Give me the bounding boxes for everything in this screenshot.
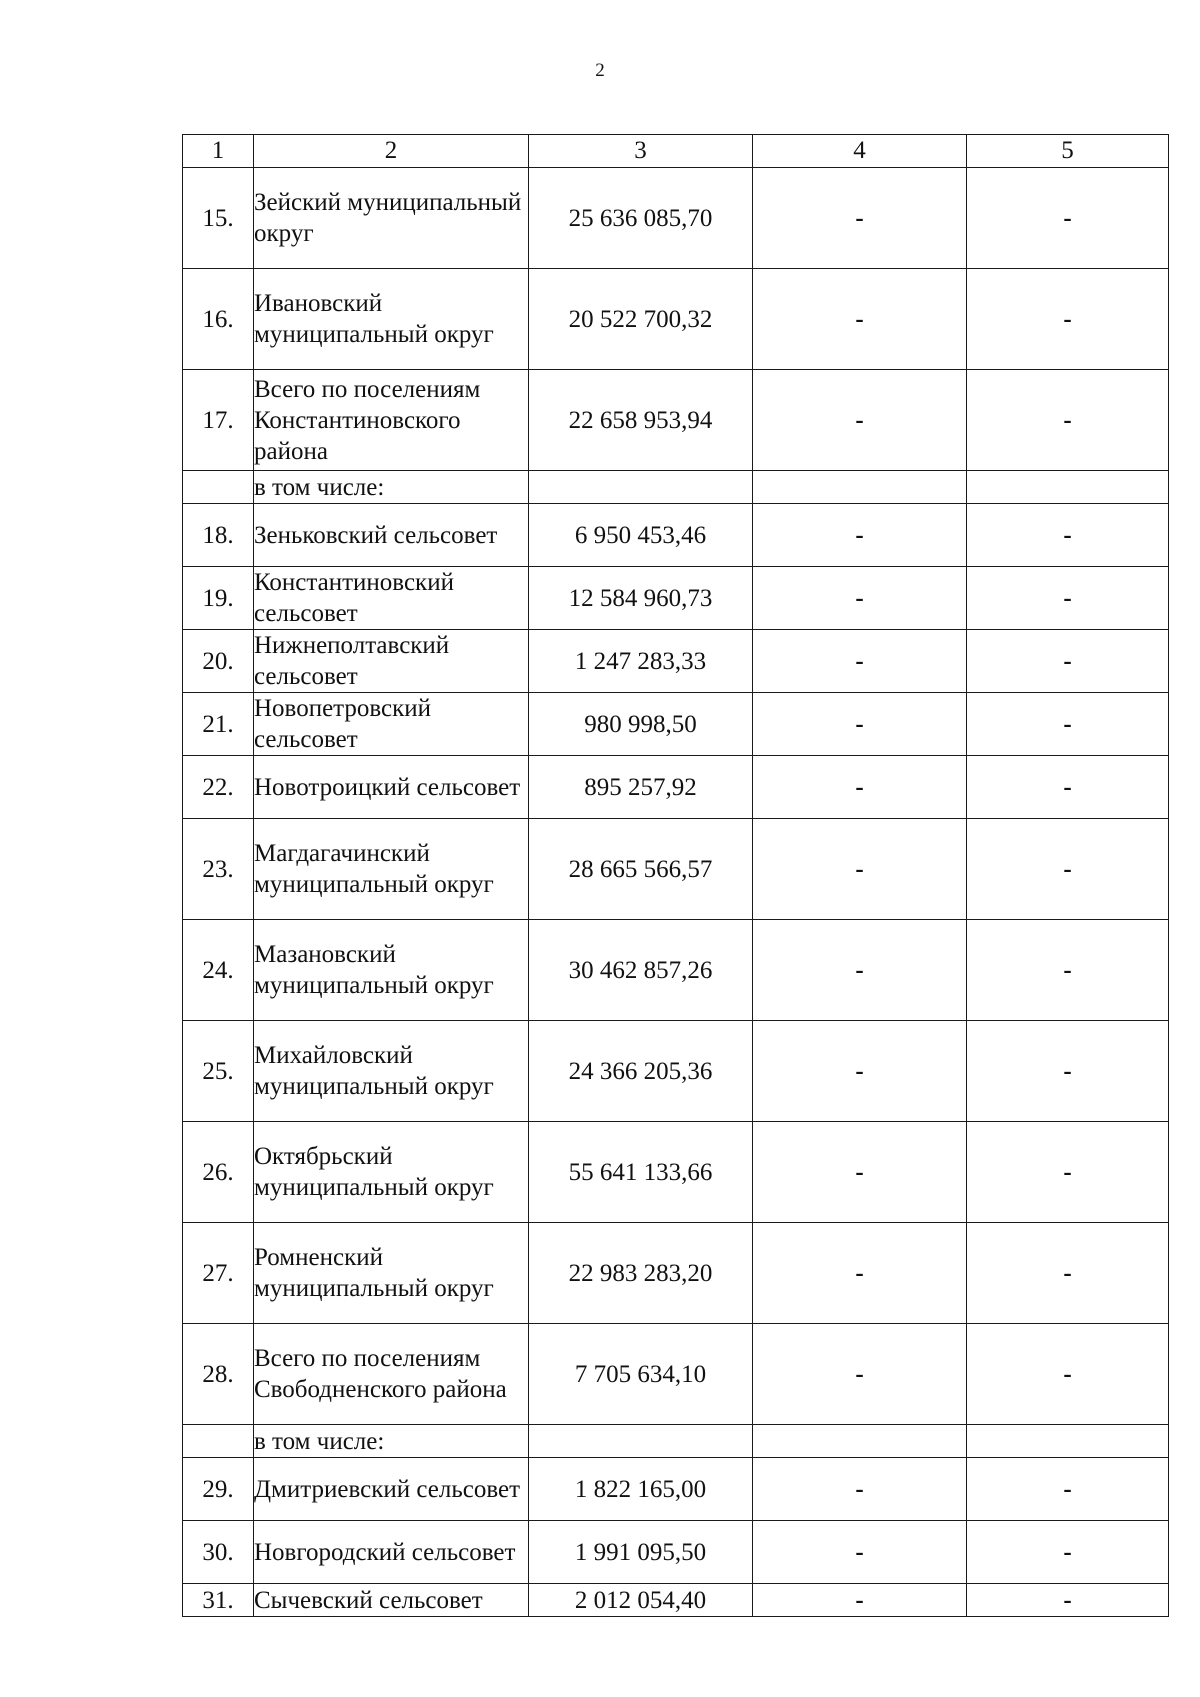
- column-5-value: [967, 471, 1169, 504]
- column-4-value: -: [753, 1122, 967, 1223]
- table-row: [183, 756, 1169, 819]
- amount-value: 6 950 453,46: [529, 504, 753, 567]
- row-number: 30.: [183, 1521, 254, 1584]
- row-number: 31.: [183, 1584, 254, 1617]
- column-4-value: -: [753, 1584, 967, 1617]
- amount-value: 22 983 283,20: [529, 1223, 753, 1324]
- amount-value: 25 636 085,70: [529, 168, 753, 269]
- table-row: [183, 1458, 1169, 1521]
- column-4-value: -: [753, 1521, 967, 1584]
- row-number: 24.: [183, 920, 254, 1021]
- municipality-name: Дмитриевский сельсовет: [254, 1458, 529, 1521]
- row-number: 23.: [183, 819, 254, 920]
- amount-value: 980 998,50: [529, 693, 753, 756]
- municipality-name: Ивановский муниципальный округ: [254, 269, 529, 370]
- table-row: [183, 1324, 1169, 1425]
- table-row: [183, 630, 1169, 693]
- column-4-value: -: [753, 269, 967, 370]
- row-number: 20.: [183, 630, 254, 693]
- municipality-name: Новопетровский сельсовет: [254, 693, 529, 756]
- row-number: 17.: [183, 370, 254, 471]
- column-4-value: -: [753, 819, 967, 920]
- column-5-value: -: [967, 269, 1169, 370]
- column-5-value: -: [967, 920, 1169, 1021]
- column-4-value: -: [753, 1021, 967, 1122]
- table-row: [183, 819, 1169, 920]
- municipality-name: в том числе:: [254, 471, 529, 504]
- table-body: [183, 135, 1169, 1617]
- amount-value: 28 665 566,57: [529, 819, 753, 920]
- municipality-name: Ромненский муниципальный округ: [254, 1223, 529, 1324]
- municipality-name: в том числе:: [254, 1425, 529, 1458]
- table-header-row: [183, 135, 1169, 168]
- amount-value: 2 012 054,40: [529, 1584, 753, 1617]
- table-row: [183, 269, 1169, 370]
- municipality-name: Сычевский сельсовет: [254, 1584, 529, 1617]
- table-row: [183, 1425, 1169, 1458]
- municipality-name: Мазановский муниципальный округ: [254, 920, 529, 1021]
- column-4-value: -: [753, 1458, 967, 1521]
- column-header: 3: [529, 135, 753, 168]
- table-row: [183, 1584, 1169, 1617]
- municipality-name: Михайловский муниципальный округ: [254, 1021, 529, 1122]
- row-number: 21.: [183, 693, 254, 756]
- municipality-name: Константиновский сельсовет: [254, 567, 529, 630]
- row-number: [183, 471, 254, 504]
- column-5-value: -: [967, 819, 1169, 920]
- amount-value: 12 584 960,73: [529, 567, 753, 630]
- column-5-value: -: [967, 693, 1169, 756]
- column-5-value: -: [967, 1122, 1169, 1223]
- amount-value: 895 257,92: [529, 756, 753, 819]
- municipality-name: Новотроицкий сельсовет: [254, 756, 529, 819]
- table-row: [183, 567, 1169, 630]
- amount-value: 1 822 165,00: [529, 1458, 753, 1521]
- table-row: [183, 1223, 1169, 1324]
- table-row: [183, 370, 1169, 471]
- column-4-value: -: [753, 370, 967, 471]
- column-4-value: -: [753, 630, 967, 693]
- allocation-table: [182, 134, 1169, 1617]
- column-4-value: -: [753, 567, 967, 630]
- amount-value: 1 247 283,33: [529, 630, 753, 693]
- row-number: 22.: [183, 756, 254, 819]
- column-5-value: -: [967, 504, 1169, 567]
- column-4-value: [753, 471, 967, 504]
- column-4-value: -: [753, 756, 967, 819]
- column-4-value: -: [753, 693, 967, 756]
- municipality-name: Зейский муниципальный округ: [254, 168, 529, 269]
- page-number: 2: [595, 60, 605, 81]
- municipality-name: Магдагачинский муниципальный округ: [254, 819, 529, 920]
- amount-value: 24 366 205,36: [529, 1021, 753, 1122]
- column-5-value: -: [967, 567, 1169, 630]
- column-4-value: -: [753, 1223, 967, 1324]
- column-4-value: -: [753, 1324, 967, 1425]
- municipality-name: Всего по поселениям Свободненского района: [254, 1324, 529, 1425]
- amount-value: 7 705 634,10: [529, 1324, 753, 1425]
- column-4-value: -: [753, 504, 967, 567]
- amount-value: [529, 471, 753, 504]
- column-header: 4: [753, 135, 967, 168]
- amount-value: 30 462 857,26: [529, 920, 753, 1021]
- row-number: 28.: [183, 1324, 254, 1425]
- row-number: 19.: [183, 567, 254, 630]
- row-number: 25.: [183, 1021, 254, 1122]
- column-5-value: -: [967, 1584, 1169, 1617]
- column-header: 1: [183, 135, 254, 168]
- amount-value: 20 522 700,32: [529, 269, 753, 370]
- column-5-value: -: [967, 1021, 1169, 1122]
- column-5-value: -: [967, 168, 1169, 269]
- column-5-value: -: [967, 1521, 1169, 1584]
- row-number: 16.: [183, 269, 254, 370]
- column-4-value: [753, 1425, 967, 1458]
- table-row: [183, 1521, 1169, 1584]
- column-5-value: -: [967, 630, 1169, 693]
- municipality-name: Октябрьский муниципальный округ: [254, 1122, 529, 1223]
- column-5-value: -: [967, 370, 1169, 471]
- municipality-name: Всего по поселениям Константиновского района: [254, 370, 529, 471]
- table-row: [183, 504, 1169, 567]
- table-row: [183, 471, 1169, 504]
- row-number: [183, 1425, 254, 1458]
- column-4-value: -: [753, 920, 967, 1021]
- amount-value: [529, 1425, 753, 1458]
- column-5-value: -: [967, 1324, 1169, 1425]
- column-4-value: -: [753, 168, 967, 269]
- amount-value: 22 658 953,94: [529, 370, 753, 471]
- municipality-name: Зеньковский сельсовет: [254, 504, 529, 567]
- row-number: 29.: [183, 1458, 254, 1521]
- row-number: 18.: [183, 504, 254, 567]
- table-row: [183, 920, 1169, 1021]
- column-5-value: -: [967, 1458, 1169, 1521]
- municipality-name: Новгородский сельсовет: [254, 1521, 529, 1584]
- row-number: 26.: [183, 1122, 254, 1223]
- amount-value: 1 991 095,50: [529, 1521, 753, 1584]
- table-row: [183, 1021, 1169, 1122]
- table-row: [183, 1122, 1169, 1223]
- municipality-name: Нижнеполтавский сельсовет: [254, 630, 529, 693]
- column-header: 2: [254, 135, 529, 168]
- column-5-value: -: [967, 756, 1169, 819]
- row-number: 27.: [183, 1223, 254, 1324]
- column-5-value: -: [967, 1223, 1169, 1324]
- amount-value: 55 641 133,66: [529, 1122, 753, 1223]
- column-5-value: [967, 1425, 1169, 1458]
- table-row: [183, 693, 1169, 756]
- column-header: 5: [967, 135, 1169, 168]
- row-number: 15.: [183, 168, 254, 269]
- table-row: [183, 168, 1169, 269]
